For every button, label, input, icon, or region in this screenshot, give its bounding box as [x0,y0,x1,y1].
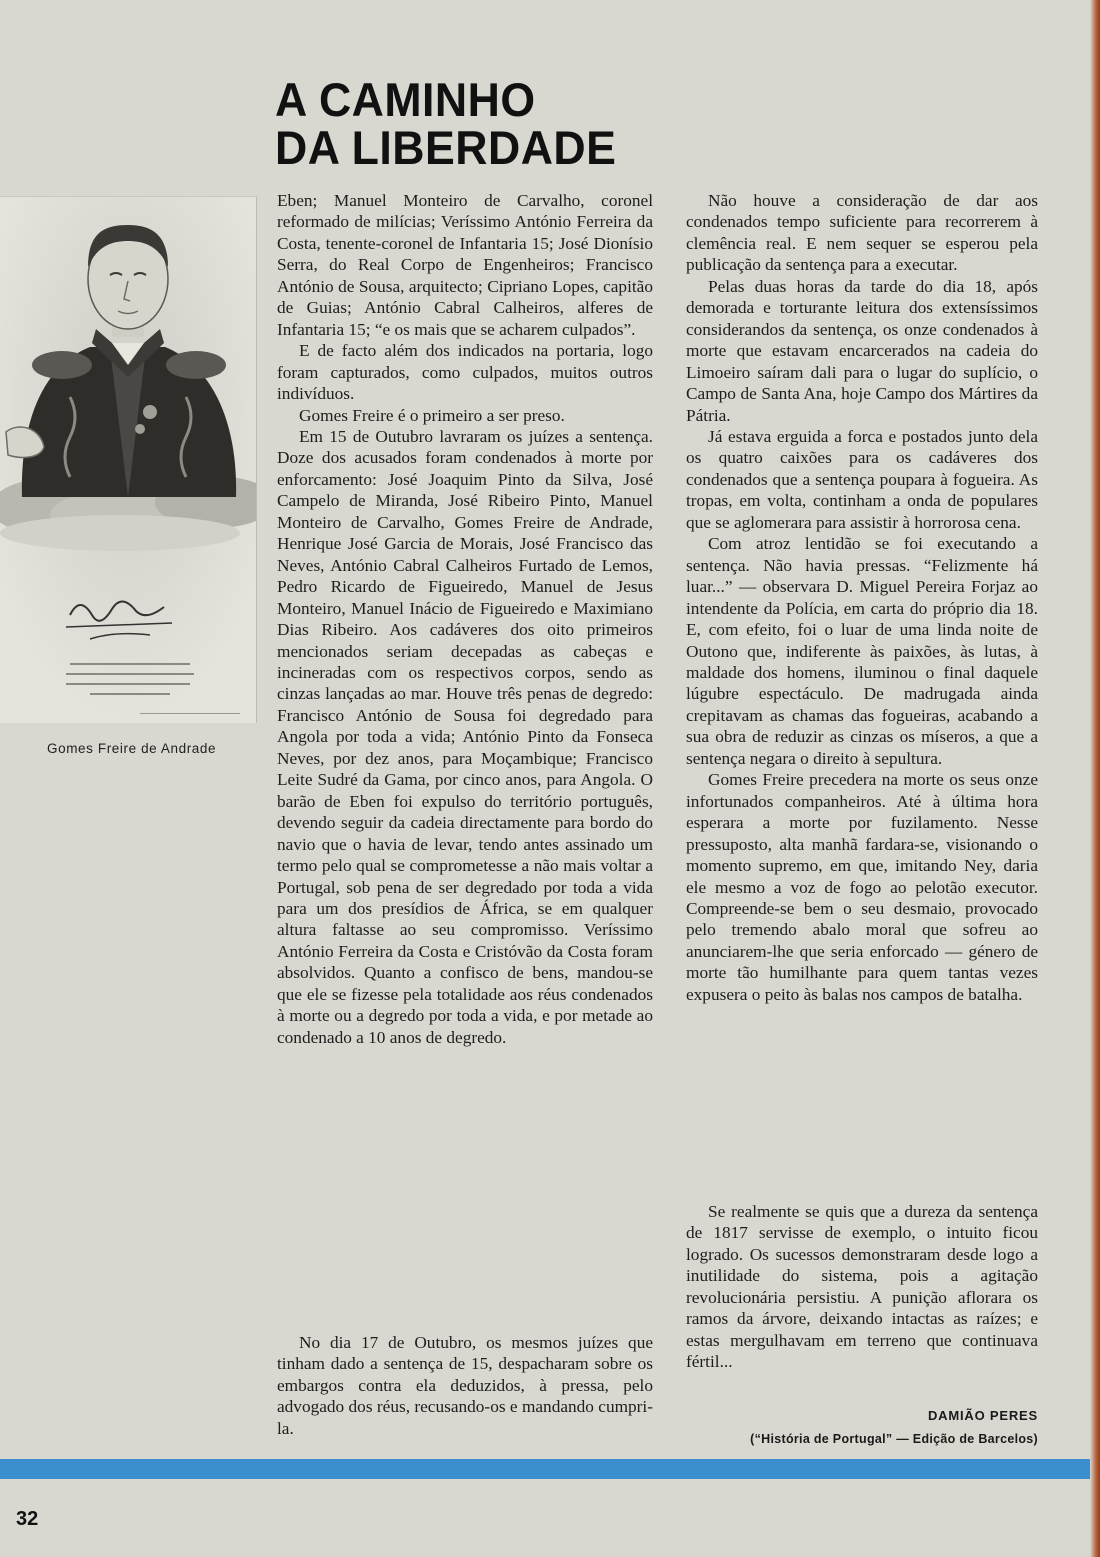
column-1 [277,190,653,1048]
col1-paragraph-5: No dia 17 de Outubro, os mesmos juízes que tinham dado a sentença de 15, despacharam sobre os embargos contra ela deduzidos, à pressa, pelo advogado dos réus, recusando-os e mandando cumpri-la. [277,1333,653,1438]
col1-paragraph-2: E de facto além dos indicados na portaria, logo foram capturados, como culpados, muitos outros indivíduos. [277,341,653,404]
author-name: DAMIÃO PERES [927,1408,1038,1423]
col1-paragraph-3: Gomes Freire é o primeiro a ser preso. [299,405,565,425]
column-2-bottom [686,1201,1038,1373]
image-caption: Gomes Freire de Andrade [47,741,217,756]
col2-paragraph-3: Já estava erguida a forca e postados junto dela os quatro caixões para os cadáveres dos condenados que a sentença poupara à fogueira. As tropas, em volta, continham a onda de populares que se aglomerara para assistir à horrorosa cena. [686,426,1038,532]
column-1-bottom [277,1332,653,1439]
portrait-engraving-icon [0,197,256,723]
title-line-2: DA LIBERDADE [275,121,617,174]
col2-paragraph-2: Pelas duas horas da tarde do dia 18, após demorada e torturante leitura dos extensíssimos considerandos da sentença, os onze condenados à morte que estavam encarcerados na cadeia do Limoeiro saíram dali para o lugar do suplício, o Campo de Santa Ana, hoje Campo dos Mártires da Pátria. [686,276,1038,425]
article-title [275,73,617,174]
col2-paragraph-6: Se realmente se quis que a dureza da sentença de 1817 servisse de exemplo, o intuito ficou logrado. Os sucessos demonstraram desde logo a inutilidade do sistema, pois a agitação revolucionária persistiu. A punição aflorara os ramos da árvore, deixando intactas as raízes; e estas mergulhavam em terreno que continuava fértil... [686,1202,1038,1372]
page-number: 32 [16,1508,39,1530]
col1-paragraph-4: Em 15 de Outubro lavraram os juízes a sentença. Doze dos acusados foram condenados à morte por enforcamento: José Joaquim Pinto da Silva, José Campelo de Miranda, José Ribeiro Pinto, Manuel Monteiro de Carvalho, Gomes Freire de Andrade, Henrique José Garcia de Morais, José Francisco das Neves, António Cabral Calheiros Furtado de Lemos, Pedro Ricardo de Figueiredo, Manuel de Jesus Monteiro, Manuel Inácio de Figueiredo e Maximiano Dias Ribeiro. Aos cadáveres dos oito primeiros mencionados seriam decepadas as cabeças e incineradas com os respectivos corpos, sendo as cinzas lançadas ao mar. Houve três penas de degredo: Francisco António de Sousa foi degredado para Angola por toda a vida; António Pinto da Fonseca Neves, por dez anos, para Moçambique; Francisco Leite Sudré da Gama, por cinco anos, para Angola. O barão de Eben foi expulso do território português, devendo seguir da cadeia directamente para bordo do navio que o havia de levar, tendo antes assinado um termo pelo qual se comprometesse a não mais voltar a Portugal, sob pena de ser degredado por toda a vida para um dos presídios de África, se em qualquer altura faltasse ao seu compromisso. Veríssimo António Ferreira da Costa e Cristóvão da Costa foram absolvidos. Quanto a confisco de bens, mandou-se que ele se fizesse pela totalidade aos réus condenados à morte ou a degredo por toda a vida, e por metade ao condenado a 10 anos de degredo. [277,426,653,1047]
column-2 [686,190,1038,1005]
col2-paragraph-5: Gomes Freire precedera na morte os seus onze infortunados companheiros. Até à última hora esperara a morte por fuzilamento. Nesse pressuposto, alta manhã fardara-se, visionando o momento supremo, em que, imitando Ney, daria ele mesmo a voz de fogo ao pelotão executor. Compreende-se bem o seu desmaio, provocado pelo tremendo abalo moral que sofreu ao anunciarem-lhe que seria enforcado — género de morte tão humilhante para quem tantas vezes expusera o peito às balas nos campos de batalha. [686,770,1038,1004]
col1-paragraph-1: Eben; Manuel Monteiro de Carvalho, coronel reformado de milícias; Veríssimo António Ferreira da Costa, tenente-coronel de Infantaria 15; José Dionísio Serra, do Real Corpo de Engenheiros; Francisco António de Sousa, arquitecto; Cipriano Lopes, capitão de Guias; António Cabral Calheiros, alferes de Infantaria 15; “e os mais que se acharem culpados”. [277,191,653,339]
source-citation: (“História de Portugal” — Edição de Barcelos) [750,1432,1038,1446]
portrait-image [0,196,257,723]
col2-paragraph-4: Com atroz lentidão se foi executando a sentença. Não havia pressas. “Felizmente há luar...” — observara D. Miguel Pereira Forjaz ao intendente da Polícia, em carta do próprio dia 18. E, com efeito, foi o luar de uma linda noite de Outono que, indiferente às paixões, às lutas, à maldade dos homens, iluminou o final daquele lúgubre espectáculo. De madrugada ainda crepitavam as chamas das fogueiras, acabando a sua obra de reduzir as cinzas os míseros, a que a sentença negara o direito à sepultura. [686,534,1038,768]
footer-bar [0,1459,1090,1479]
title-line-1: A CAMINHO [275,73,536,126]
page-edge [1090,0,1100,1557]
col2-paragraph-1: Não houve a consideração de dar aos condenados tempo suficiente para recorrerem à clemência real. E nem sequer se esperou pela publicação da sentença para a executar. [686,191,1038,275]
